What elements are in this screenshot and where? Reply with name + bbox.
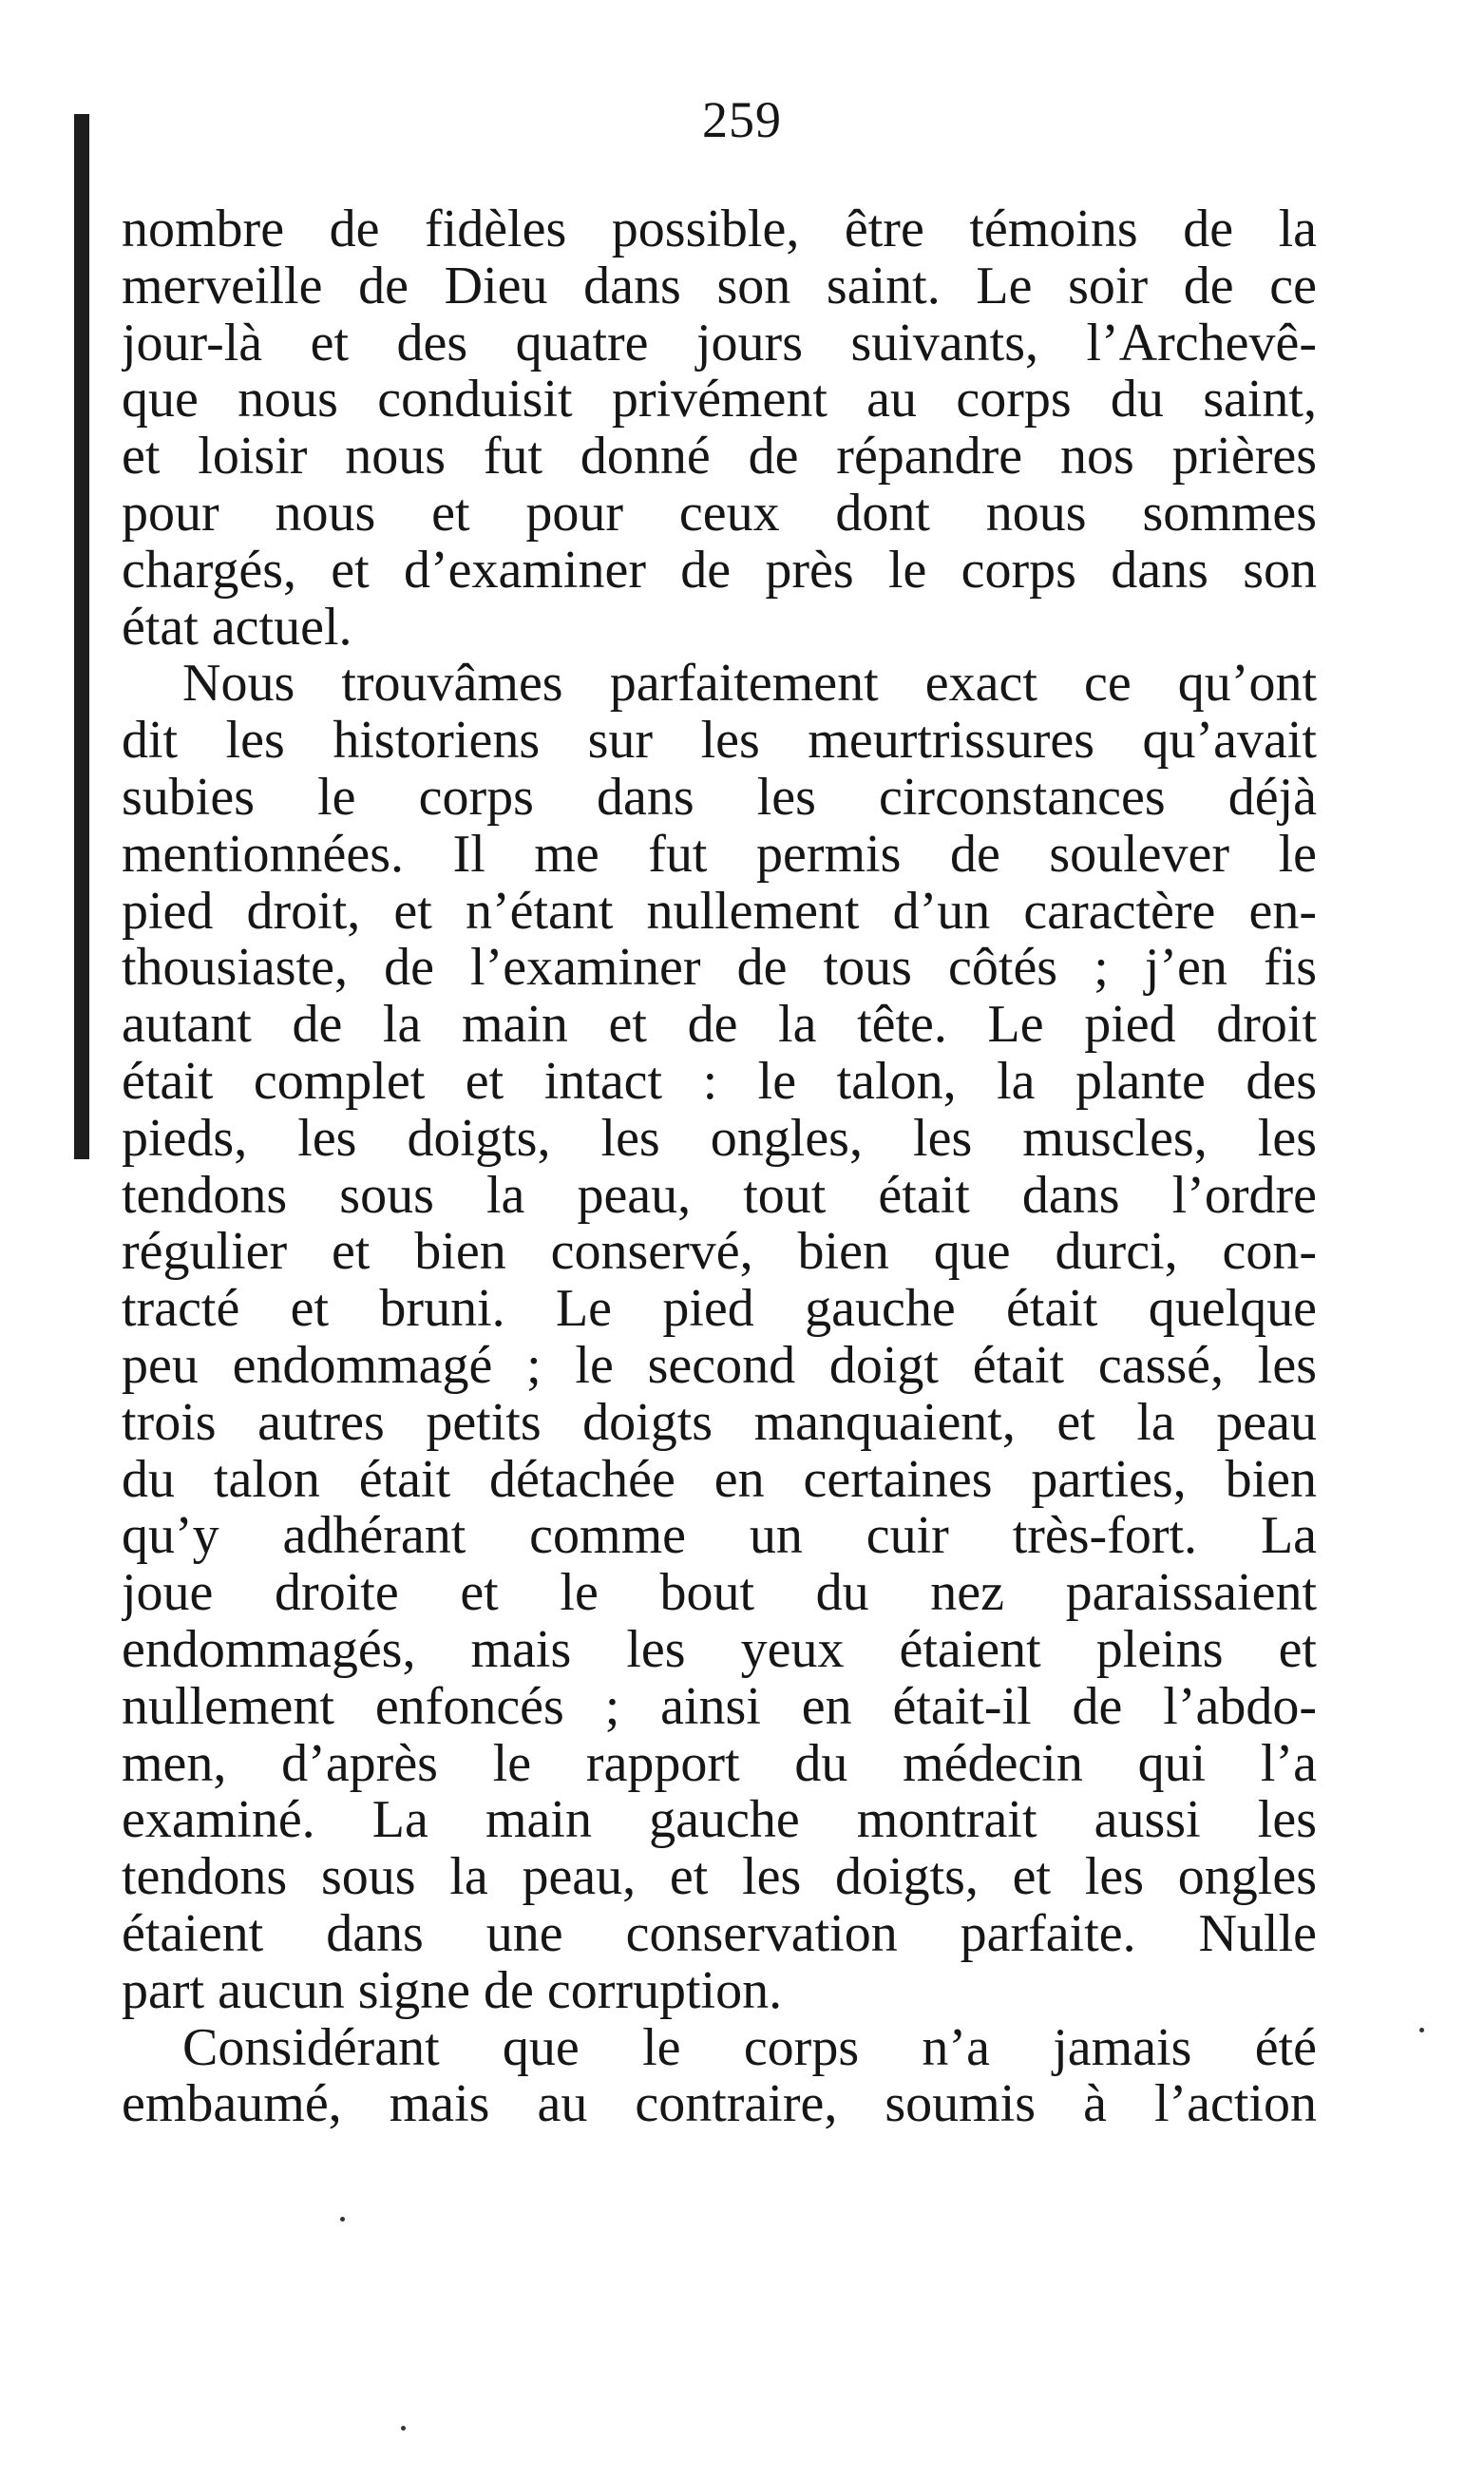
text-line: examiné. La main gauche montrait aussi les <box>122 1792 1317 1850</box>
text-line: et loisir nous fut donné de répandre nos prières <box>122 429 1317 486</box>
text-line: pied droit, et n’étant nullement d’un caractère en- <box>122 883 1317 941</box>
scan-speck <box>340 2217 345 2222</box>
body-text <box>122 201 1317 2133</box>
text-line: régulier et bien conservé, bien que durci, con- <box>122 1224 1317 1282</box>
text-line: qu’y adhérant comme un cuir très-fort. La <box>122 1508 1317 1566</box>
text-line: part aucun signe de corruption. <box>122 1962 783 2020</box>
text-line: men, d’après le rapport du médecin qui l’a <box>122 1735 1317 1793</box>
text-line: pieds, les doigts, les ongles, les muscles, les <box>122 1110 1317 1168</box>
text-line: dit les historiens sur les meurtrissures qu’avait <box>122 713 1317 770</box>
text-line: merveille de Dieu dans son saint. Le soir de ce <box>122 258 1317 315</box>
text-line: tendons sous la peau, tout était dans l’ordre <box>122 1167 1317 1225</box>
text-line: état actuel. <box>122 599 352 657</box>
text-line: était complet et intact : le talon, la plante des <box>122 1053 1317 1111</box>
text-line: autant de la main et de la tête. Le pied droit <box>122 997 1317 1054</box>
text-line: jour-là et des quatre jours suivants, l’Archevê- <box>122 315 1317 372</box>
text-line: étaient dans une conservation parfaite. Nulle <box>122 1905 1317 1963</box>
text-line: nullement enfoncés ; ainsi en était-il de l’abdo- <box>122 1678 1317 1736</box>
text-line: peu endommagé ; le second doigt était cassé, les <box>122 1337 1317 1395</box>
text-line: tendons sous la peau, et les doigts, et les ongles <box>122 1849 1317 1906</box>
page-number: 259 <box>702 91 782 148</box>
text-line: endommagés, mais les yeux étaient pleins et <box>122 1621 1317 1679</box>
text-line: thousiaste, de l’examiner de tous côtés ; j’en fis <box>122 940 1317 998</box>
binding-edge-shadow <box>74 114 89 1159</box>
scan-speck <box>1419 2028 1424 2032</box>
paragraph <box>122 2020 1317 2134</box>
text-line: joue droite et le bout du nez paraissaient <box>122 1565 1317 1622</box>
text-line: Nous trouvâmes parfaitement exact ce qu’ont <box>182 656 1317 714</box>
paragraph <box>122 656 1317 2019</box>
text-line: nombre de fidèles possible, être témoins de la <box>122 201 1317 258</box>
text-line: pour nous et pour ceux dont nous sommes <box>122 485 1317 543</box>
text-line: embaumé, mais au contraire, soumis à l’action <box>122 2076 1317 2134</box>
text-line: mentionnées. Il me fut permis de soulever le <box>122 826 1317 884</box>
text-line: trois autres petits doigts manquaient, et la peau <box>122 1394 1317 1452</box>
text-line: que nous conduisit privément au corps du saint, <box>122 372 1317 429</box>
text-line: Considérant que le corps n’a jamais été <box>182 2019 1317 2077</box>
paragraph <box>122 201 1317 656</box>
text-line: du talon était détachée en certaines parties, bien <box>122 1451 1317 1509</box>
scan-speck <box>401 2426 406 2431</box>
text-line: tracté et bruni. Le pied gauche était quelque <box>122 1281 1317 1338</box>
text-line: subies le corps dans les circonstances déjà <box>122 769 1317 827</box>
text-line: chargés, et d’examiner de près le corps dans son <box>122 542 1317 600</box>
